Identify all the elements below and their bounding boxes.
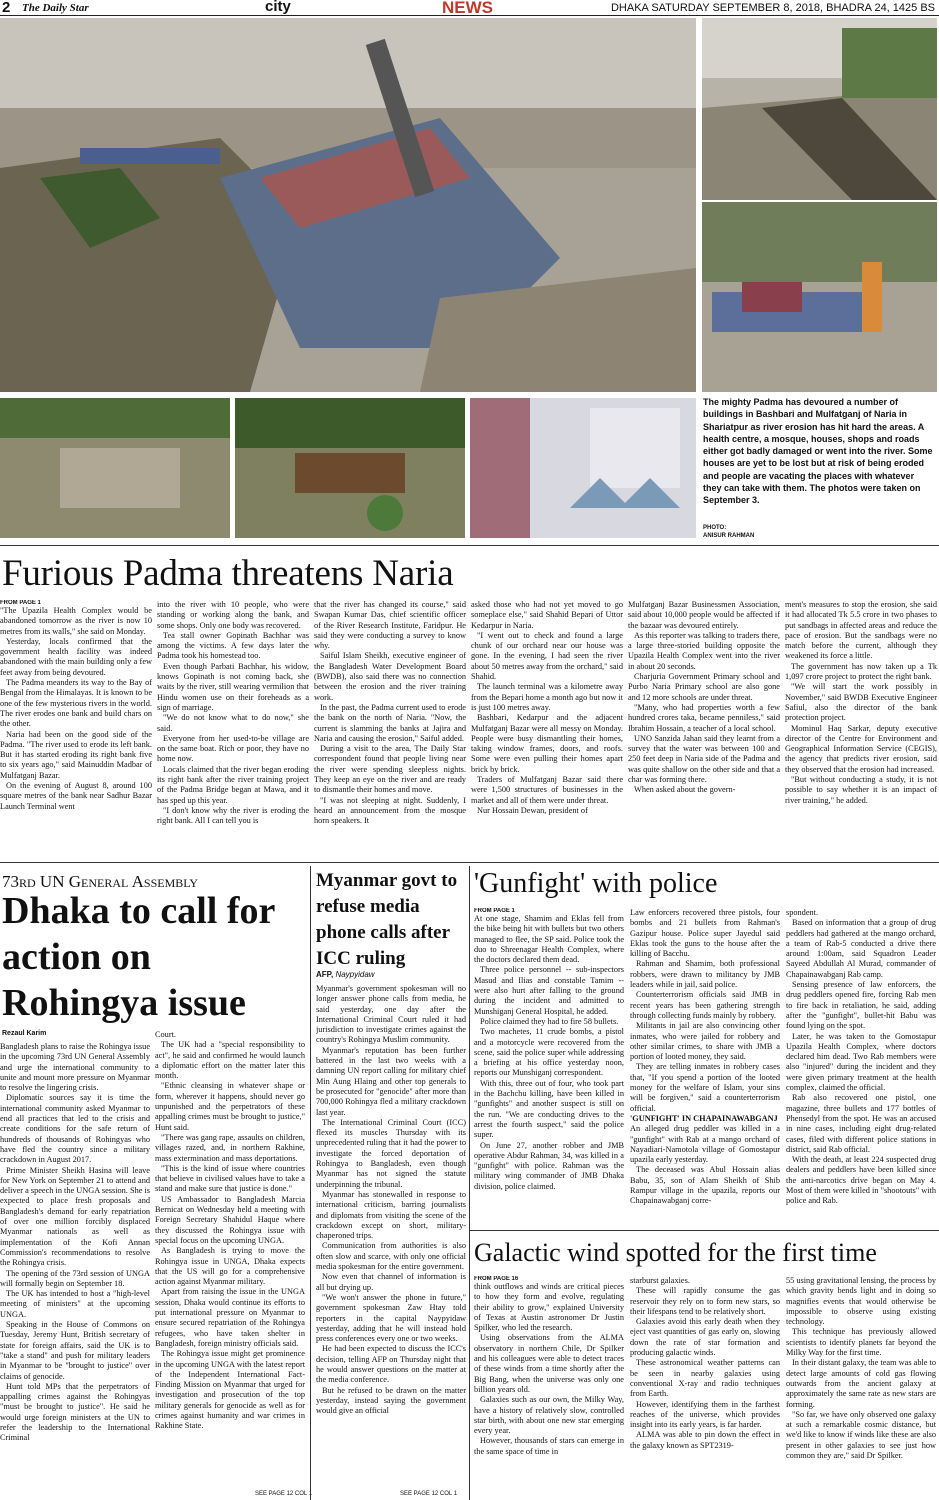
paragraph: Hunt told MPs that the perpetrators of appalling crimes against the Rohingyas "must be brought to justice". He said he would urge foreign ministers at the UN to refer the leadership to the International Criminal bbox=[0, 1381, 150, 1443]
headline-unga: Dhaka to call for action on Rohingya issue bbox=[2, 890, 275, 1024]
photo-bed-on-road bbox=[702, 202, 937, 392]
paragraph: The government has now taken up a Tk 1,097 crore project to protect the right bank. bbox=[785, 661, 937, 682]
paragraph: These will rapidly consume the gas reservoir they rely on to form new stars, so their lifespans tend to be relatively short. bbox=[630, 1286, 780, 1316]
photo-caption: The mighty Padma has devoured a number of buildings in Bashbari and Mulfatganj of Naria in Shariatpur as river erosion has hit hard the areas. A health centre, a mosque, houses, shops and roads either got badly damaged or went into the river. Some houses are yet to be lost but at risk of being eroded and people are vacating the places with whatever they can take with them. The photos were taken on September 3. bbox=[703, 397, 933, 506]
photo-debris-people bbox=[0, 398, 230, 538]
paragraph: "But without conducting a study, it is not possible to say whether it is an impact of river training," he added. bbox=[785, 775, 937, 805]
photo-mosque-speakers bbox=[470, 398, 696, 538]
paragraph: As Bangladesh is trying to move the Rohingya issue in UNGA, Dhaka expects that the US will go for a comprehensive action against Myanmar military. bbox=[155, 1246, 305, 1287]
unga-col-2 bbox=[155, 1030, 305, 1488]
page-number: 2 bbox=[2, 0, 11, 16]
paragraph: Galaxies avoid this early death when they eject vast quantities of gas early on, slowing down the rate of star formation and producing galactic winds. bbox=[630, 1317, 780, 1358]
paragraph: "There was gang rape, assaults on children, villages razed, and, in northern Rakhine, mass extermination and mass deportations. bbox=[155, 1132, 305, 1163]
paragraph: Naria had been on the good side of the Padma. "The river used to erode its left bank. But it has started eroding its right bank five to six years ago," said Mainuddin Madbar of Mulfatganj Bazar. bbox=[0, 729, 152, 780]
paragraph: Three police personnel -- sub-inspectors Masud and Ilias and constable Tamim -- were also hurt after falling to the ground during the incident and admitted to Munshiganj General Hospital, he added. bbox=[474, 965, 624, 1016]
paragraph: An alleged drug peddler was killed in a "gunfight" with Rab at a mango orchard of Nayadiari-Namotola village of Gomostapur upazila early yesterday. bbox=[630, 1124, 780, 1165]
padma-col-1: FROM PAGE 1 "The Upazila Health Complex would be abandoned tomorrow as the river is now 10 metres from its walls," she said on Monday. Yesterday, locals confirmed that the government health facility was indeed abandoned with the main building only a few feet away from being devoured. The Padma meanders its way to the Bay of Bengal from the Himalayas. It is known to be one of the few mysterious rivers in the world. The river erodes one bank and build chars on the other. Naria had been on the good side of the Padma. "The river used to erode its left bank. But it has started eroding its right bank five to six years ago," said Mainuddin Madbar of Mulfatganj Bazar. On the evening of August 8, around 100 square metres of the bank near Sadhur Bazar Launch Terminal went bbox=[0, 600, 152, 811]
paragraph: Traders of Mulfatganj Bazar said there were 1,500 structures of businesses in the market and all of them were under threat. bbox=[471, 775, 623, 805]
paragraph: Nur Hossain Dewan, president of bbox=[477, 805, 588, 815]
photo-tractor-wood bbox=[235, 398, 465, 538]
paragraph: On June 27, another robber and JMB operative Abdur Rahman, 34, was killed in a "gunfight" with police. Rahman was the military wing commander of JMB Dhaka division, police claimed. bbox=[474, 1140, 624, 1191]
divider bbox=[470, 1230, 939, 1231]
paragraph: that the river has changed its course," said Swapan Kumar Das, chief scientific officer of the River Research Institute, Faridpur. He said they were conducting a survey to know why. bbox=[314, 600, 466, 651]
byline-myanmar: AFP, Naypyidaw bbox=[316, 970, 375, 979]
paragraph: However, thousands of stars can emerge in the same space of time in bbox=[474, 1436, 624, 1456]
paragraph: They are telling inmates in robbery cases that, "If you spend a portion of the looted money for the welfare of Islam, your sins will be forgiven," said a counterterrorism official. bbox=[630, 1062, 780, 1113]
paragraph: Bashbari, Kedarpur and the adjacent Mulfatganj Bazar were all messy on Monday. People were busy dismantling their homes, taking window frames, doors, and roofs. Some were even pulling their homes apart brick by brick. bbox=[471, 713, 623, 774]
paragraph: Everyone from her used-to-be village are on the same boat. Rich or poor, they have no home now. bbox=[157, 733, 309, 764]
paragraph: starburst galaxies. bbox=[630, 1276, 690, 1285]
paragraph: Myanmar's reputation has been further battered in the last two weeks with a damning UN report calling for military chief Min Aung Hlaing and other top generals to be prosecuted for "genocide" after more than 700,000 Rohingya fled a military crackdown last year. bbox=[316, 1045, 466, 1117]
paragraph: As this reporter was talking to traders there, a large three-storied building opposite the Upazila Health Complex went into the river in about 20 seconds. bbox=[628, 630, 780, 671]
paragraph: Tea stall owner Gopinath Bachhar was among the victims. A few days later the Padma took his homestead too. bbox=[157, 630, 309, 661]
headline-galactic: Galactic wind spotted for the first time bbox=[474, 1238, 877, 1267]
paragraph: "I was not sleeping at night. Suddenly, I heard an announcement from the mosque horn speakers. It bbox=[314, 795, 466, 826]
padma-col-2 bbox=[157, 600, 309, 858]
paragraph: UNO Sanzida Jahan said they learnt from a survey that the water was between 100 and 250 feet deep in Naria side of the Padma and was quite shallow on the other side and that a char was forming there. bbox=[628, 733, 780, 785]
paragraph: Two machetes, 11 crude bombs, a pistol and a motorcycle were recovered from the scene, said the police super while addressing a briefing at his office yesterday noon, reports our Munshiganj correspondent. bbox=[474, 1027, 624, 1078]
paragraph: ALMA was able to pin down the effect in the galaxy known as SPT2319- bbox=[630, 1430, 780, 1450]
padma-col-3 bbox=[314, 600, 466, 858]
paragraph: Yesterday, locals confirmed that the government health facility was indeed abandoned with the main building only a few feet away from being devoured. bbox=[0, 636, 152, 677]
paragraph: But he refused to be drawn on the matter yesterday, instead saying the government would give an official bbox=[316, 1385, 466, 1416]
main-photo-collapsed-building bbox=[0, 18, 696, 392]
gunfight-col-2 bbox=[630, 908, 780, 1228]
paragraph: Based on information that a group of drug peddlers had gathered at the mango orchard, a team of Rab-5 conducted a drive there around 1:00am, said Squadron Leader Sayeed Abdullah Al Murad, commander of Chapainawabganj Rab camp. bbox=[786, 918, 936, 979]
paragraph: During a visit to the area, The Daily Star correspondent found that people living near the river were spending sleepless nights. They keep an eye on the river and are ready to dismantle their homes and move. bbox=[314, 744, 466, 795]
paragraph: "I went out to check and found a large chunk of our orchard near our house was gone. In the evening, I had seen the river about 50 metres away from the orchard," said Shahid. bbox=[471, 630, 623, 682]
paragraph: Even though Parbati Bachhar, his widow, knows Gopinath is not coming back, she waits by the river, still wearing vermilion that Hindu women use on their foreheads as a sign of marriage. bbox=[157, 661, 309, 712]
paragraph: Court. bbox=[155, 1030, 176, 1039]
paragraph: US Ambassador to Bangladesh Marcia Bernicat on Wednesday held a meeting with Foreign Secretary Shahidul Haque where they discussed the Rohingya issue with special focus on the upcoming UNGA. bbox=[155, 1194, 305, 1245]
paragraph: The deceased was Abul Hossain alias Babu, 35, son of Alam Sheikh of Shib Rampur village in the upazila, reports our Chapainawabganj corre- bbox=[630, 1165, 780, 1206]
paragraph: "Many, who had properties worth a few hundred crores taka, became penniless," said Ibrahim Hossain, a teacher of a local school. bbox=[628, 702, 780, 733]
paragraph: When asked about the govern- bbox=[634, 785, 736, 795]
myanmar-body bbox=[316, 984, 466, 1490]
photo-road-crack bbox=[702, 18, 937, 200]
paragraph: asked those who had not yet moved to go someplace else," said Shahid Bepari of Uttor Kedarpur in Naria. bbox=[471, 600, 623, 630]
masthead-logo: The Daily Star bbox=[22, 2, 89, 14]
dateline: DHAKA SATURDAY SEPTEMBER 8, 2018, BHADRA 24, 1425 BS bbox=[610, 2, 935, 14]
paragraph: Communication from authorities is also often slow and scarce, with only one official media spokesman for the entire government. bbox=[316, 1241, 466, 1272]
paragraph: He had been expected to discuss the ICC's decision, telling AFP on Thursday night that he would answer questions on the matter at the media conference. bbox=[316, 1344, 466, 1385]
paragraph: "Ethnic cleansing in whatever shape or form, wherever it happens, should never go unpunished and the perpetrators of these appalling crimes must be brought to justice," Hunt said. bbox=[155, 1081, 305, 1132]
unga-jump: SEE PAGE 12 COL 1 bbox=[255, 1491, 313, 1497]
paragraph: Myanmar has stonewalled in response to international criticism, barring journalists and diplomats from visiting the scene of the crackdown except on short, military-chaperoned trips. bbox=[316, 1189, 466, 1241]
paragraph: "The Upazila Health Complex would be abandoned tomorrow as the river is now 10 metres from its walls," she said on Monday. bbox=[0, 606, 152, 636]
paragraph: into the river with 10 people, who were standing or working along the bank, and some shops. Only one body was recovered. bbox=[157, 600, 309, 630]
paragraph: Sensing presence of law enforcers, the drug peddlers opened fire, forcing Rab men to fire back in retaliation, he said, adding after the "gunfight", bullet-hit Babu was found lying on the spot. bbox=[786, 980, 936, 1031]
paragraph: Militants in jail are also convincing other inmates, who were jailed for robbery and other similar crimes, to share with JMB a portion of looted money, they said. bbox=[630, 1021, 780, 1062]
paragraph: Later, he was taken to the Gomostapur Upazila Health Complex, where doctors declared him dead. Two Rab members were also "injured" during the incident and they were given primary treatment at the health complex, claimed the official. bbox=[786, 1031, 936, 1093]
paragraph: "I don't know why the river is eroding the right bank. All I can tell you is bbox=[157, 805, 309, 826]
headline-gunfight: 'Gunfight' with police bbox=[474, 868, 718, 899]
paragraph: think outflows and winds are critical pieces to how they form and evolve, regulating their ability to grow," explained University of Texas at Austin astronomer Dr Justin Spilker, who led the research. bbox=[474, 1282, 624, 1333]
divider bbox=[0, 545, 939, 546]
paragraph: In their distant galaxy, the team was able to detect large amounts of cold gas flowing outwards from the ancient galaxy at approximately the same rate as new stars are forming. bbox=[786, 1358, 936, 1409]
photo-credit: PHOTO: ANISUR RAHMAN bbox=[703, 525, 755, 539]
paragraph: On the evening of August 8, around 100 square metres of the bank near Sadhur Bazar Launch Terminal went bbox=[0, 781, 152, 811]
paragraph: Galaxies such as our own, the Milky Way, have a history of relatively slow, controlled star birth, with about one new star emerging every year. bbox=[474, 1395, 624, 1436]
padma-col-4 bbox=[471, 600, 623, 858]
galactic-col-3 bbox=[786, 1276, 936, 1500]
paragraph: However, identifying them in the farthest reaches of the universe, which provides insight into its early years, is far harder. bbox=[630, 1399, 780, 1430]
section-label: city bbox=[265, 0, 291, 15]
gunfight-col-3 bbox=[786, 908, 936, 1228]
padma-col-6 bbox=[785, 600, 937, 858]
paragraph: Police claimed they had to fire 58 bullets. bbox=[480, 1016, 619, 1026]
paragraph: The Rohingya issue might get prominence in the upcoming UNGA with the latest report of the Independent International Fact-Finding Mission on Myanmar that urged for investigation and prosecution of the top military generals for genocide as well as for crimes against humanity and war crimes in Rakhine State. bbox=[155, 1349, 305, 1431]
paragraph: The International Criminal Court (ICC) flexed its muscles Thursday with its unprecedented ruling that it had the power to investigate the forced deportation of Rohingya to Bangladesh, even though Myanmar has not signed the statute underpinning the tribunal. bbox=[316, 1117, 466, 1189]
myanmar-jump: SEE PAGE 12 COL 1 bbox=[400, 1491, 458, 1497]
headline-padma: Furious Padma threatens Naria bbox=[2, 553, 454, 594]
divider bbox=[0, 862, 939, 863]
paragraph: Counterterrorism officials said JMB in recent years has been gathering strength through collecting funds mainly by robbery. bbox=[630, 990, 780, 1020]
paragraph: Charjuria Government Primary school and Purbo Naria Primary school are also gone and 12 more schools are under threat. bbox=[628, 672, 780, 702]
paragraph: Diplomatic sources say it is time the international community asked Myanmar to end all practices that led to the crisis and create conditions for the safe return of hundreds of thousands of Rohingyas who have fled the country since a military crackdown in August 2017. bbox=[0, 1093, 150, 1165]
paragraph: Locals claimed that the river began eroding its right bank after the river training project of the Padma Bridge began at Mawa, and it has sped up this year. bbox=[157, 764, 309, 805]
paragraph: The UK had a "special responsibility to act", he said and confirmed he would launch a diplomatic effort on the matter later this month. bbox=[155, 1040, 305, 1081]
paragraph: The Padma meanders its way to the Bay of Bengal from the Himalayas. It is known to be one of the few mysterious rivers in the world. The river erodes one bank and build chars on the other. bbox=[0, 678, 152, 729]
paragraph: 55 using gravitational lensing, the process by which gravity bends light and in doing so magnifies events that would otherwise be impossible to observe using existing technology. bbox=[786, 1276, 936, 1327]
category-label: NEWS bbox=[442, 0, 493, 17]
paragraph: Myanmar's government spokesman will no longer answer phone calls from media, he said yesterday, one day after the International Criminal Court ruled it had jurisdiction to investigate crimes against the country's Rohingya Muslim community. bbox=[316, 984, 466, 1045]
divider bbox=[310, 866, 311, 1500]
paragraph: These astronomical weather patterns can be seen in nearby galaxies using conventional X-ray and radio techniques from Earth. bbox=[630, 1358, 780, 1399]
paragraph: Mulfatganj Bazar Businessmen Association, said about 10,000 people would be affected if the bazaar was devoured entirely. bbox=[628, 600, 780, 630]
paragraph: "So far, we have only observed one galaxy at such a remarkable cosmic distance, but we'd like to know if winds like these are also present in other galaxies to see just how common they are," said Dr Spilker. bbox=[786, 1409, 936, 1461]
gunfight-col-1: FROM PAGE 1 At one stage, Shamim and Eklas fell from the bike being hit with bullets but two others managed to flee, the SP said. Police took the duo to Shreenagar Health Complex, where the doctors declared them dead. Three police personnel -- sub-inspectors Masud and Ilias and constable Tamim -- were also hurt after falling to the ground during the incident and admitted to Munshiganj General Hospital, he added. Police claimed they had to fire 58 bullets. Two machetes, 11 crude bombs, a pistol and a motorcycle were recovered from the scene, said the police super while addressing a briefing at his office yesterday noon, reports our Munshiganj correspondent. With this, three out of four, who took part in the Bachchu killing, have been killed in "gunfights" and another suspect is still on the run. "We are conducting drives to the arrest the fourth suspect," said the police super. On June 27, another robber and JMB operative Abdur Rahman, 34, was killed in a "gunfight" with police. Rahman was the military wing commander of JMB Dhaka division, police claimed. bbox=[474, 908, 624, 1191]
paragraph: At one stage, Shamim and Eklas fell from the bike being hit with bullets but two others managed to flee, the SP said. Police took the duo to Shreenagar Health Complex, where the doctors declared them dead. bbox=[474, 914, 624, 965]
paragraph: With the death, at least 224 suspected drug dealers and peddlers have been killed since the anti-narcotics drive began on May 4. Most of them were killed in "shootouts" with police and Rab. bbox=[786, 1155, 936, 1206]
paragraph: Law enforcers recovered three pistols, four bombs and 21 bullets from Rahman's Gazipur house. Police super Jayedul said Eklas took the guns to the house after the killing of Bacchu. bbox=[630, 908, 780, 959]
galactic-col-1: FROM PAGE 16 think outflows and winds are critical pieces to how they form and evolve, regulating their ability to grow," explained University of Texas at Austin astronomer Dr Justin Spilker, who led the research. Using observations from the ALMA observatory in northern Chile, Dr Spilker and his colleagues were able to detect traces of these winds from a time shortly after the Big Bang, when the universe was only one billion years old. Galaxies such as our own, the Milky Way, have a history of relatively slow, controlled star birth, with about one new star emerging every year. However, thousands of stars can emerge in the same space of time in bbox=[474, 1276, 624, 1456]
paragraph: Speaking in the House of Commons on Tuesday, Jeremy Hunt, British secretary of state for foreign affairs, said the UK is to "take a stand" and push for military leaders in Myanmar to be "brought to justice" over claims of genocide. bbox=[0, 1320, 150, 1381]
paragraph: Apart from raising the issue in the UNGA session, Dhaka would continue its efforts to put international pressure on Myanmar to ensure secured repatriation of the Rohingya refugees, who have taken shelter in Bangladesh, foreign ministry officials said. bbox=[155, 1287, 305, 1348]
divider bbox=[469, 866, 470, 1500]
paragraph: "We won't answer the phone in future," government spokesman Zaw Htay told reporters in the capital Naypyidaw yesterday, adding that he will instead hold press conferences every one or two weeks. bbox=[316, 1292, 466, 1344]
paragraph: "We will start the work possibly in November," said BWDB Executive Engineer Safiul, also the director of the bank protection project. bbox=[785, 682, 937, 723]
paragraph: In the past, the Padma current used to erode the bank on the north of Naria. "Now, the current is slamming the banks at Jajira and Naria and causing the erosion," Saiful added. bbox=[314, 702, 466, 743]
paragraph: Bangladesh plans to raise the Rohingya issue in the upcoming 73rd UN General Assembly and urge the international community to unite and mount more pressure on Myanmar to resolve the lingering crisis. bbox=[0, 1042, 150, 1093]
paragraph: Rahman and Shamim, both professional robbers, were drawn to militancy by JMB leaders while in jail, said police. bbox=[630, 959, 780, 990]
paragraph: Saiful Islam Sheikh, executive engineer of the Bangladesh Water Development Board (BWDB), also said there was no connection between the erosion and the river training work. bbox=[314, 651, 466, 702]
paragraph: Prime Minister Sheikh Hasina will leave for New York on September 21 to attend and deliver a speech in the UNGA session. She is expected to place fresh proposals and Bangladesh's demand for early repatriation of over one million forcibly displaced Myanmar nationals as well as implementation of the Kofi Annan Commission's recommendations to resolve the Rohingya crisis. bbox=[0, 1165, 150, 1268]
byline-unga: Rezaul Karim bbox=[2, 1030, 47, 1037]
headline-myanmar: Myanmar govt to refuse media phone calls after ICC ruling bbox=[316, 870, 458, 969]
paragraph: "We do not know what to do now," she said. bbox=[157, 713, 309, 733]
paragraph: ment's measures to stop the erosion, she said it had allocated Tk 5.5 crore in two phases to put sandbags in affected areas and reduce the pace of erosion. But the sandbags were no match before the current, although they weakened its force a little. bbox=[785, 600, 937, 661]
paragraph: The UK has intended to host a "high-level meeting of ministers" at the upcoming UNGA. bbox=[0, 1289, 150, 1319]
paragraph: Mominul Haq Sarkar, deputy executive director of the Centre for Environment and Geographical Information Service (CEGIS), the agency that predicts river erosion, said they observed that the erosion had increased. bbox=[785, 723, 937, 774]
paragraph: Using observations from the ALMA observatory in northern Chile, Dr Spilker and his colleagues were able to detect traces of these winds from a time shortly after the Big Bang, when the universe was only one billion years old. bbox=[474, 1333, 624, 1394]
paragraph: Rab also recovered one pistol, one magazine, three bullets and 177 bottles of Phensedyl from the spot. He was an accused in nine cases, including eight drug-related cases, filed with different police stations in district, said Rab official. bbox=[786, 1093, 936, 1154]
paragraph: spondent. bbox=[786, 908, 819, 917]
paragraph: Now even that channel of information is all but drying up. bbox=[316, 1272, 466, 1292]
paragraph: This technique has previously allowed scientists to identify planets far beyond the Milky Way for the first time. bbox=[786, 1327, 936, 1358]
paragraph: The launch terminal was a kilometre away from the Bepari home a month ago but now it is just 100 metres away. bbox=[471, 682, 623, 712]
galactic-col-2 bbox=[630, 1276, 780, 1500]
subhead-chapai: 'GUNFIGHT' IN CHAPAINAWABGANJ bbox=[630, 1113, 778, 1123]
paragraph: "This is the kind of issue where countries that believe in civilised values have to take a stand and make sure that justice is done." bbox=[155, 1163, 305, 1194]
paragraph: The opening of the 73rd session of UNGA will formally begin on September 18. bbox=[0, 1268, 150, 1288]
padma-col-5 bbox=[628, 600, 780, 858]
paragraph: With this, three out of four, who took part in the Bachchu killing, have been killed in "gunfights" and another suspect is still on the run. "We are conducting drives to the arrest the fourth suspect," said the police super. bbox=[474, 1078, 624, 1140]
unga-col-1 bbox=[0, 1042, 150, 1500]
kicker-unga: 73rd UN General Assembly bbox=[2, 872, 199, 891]
